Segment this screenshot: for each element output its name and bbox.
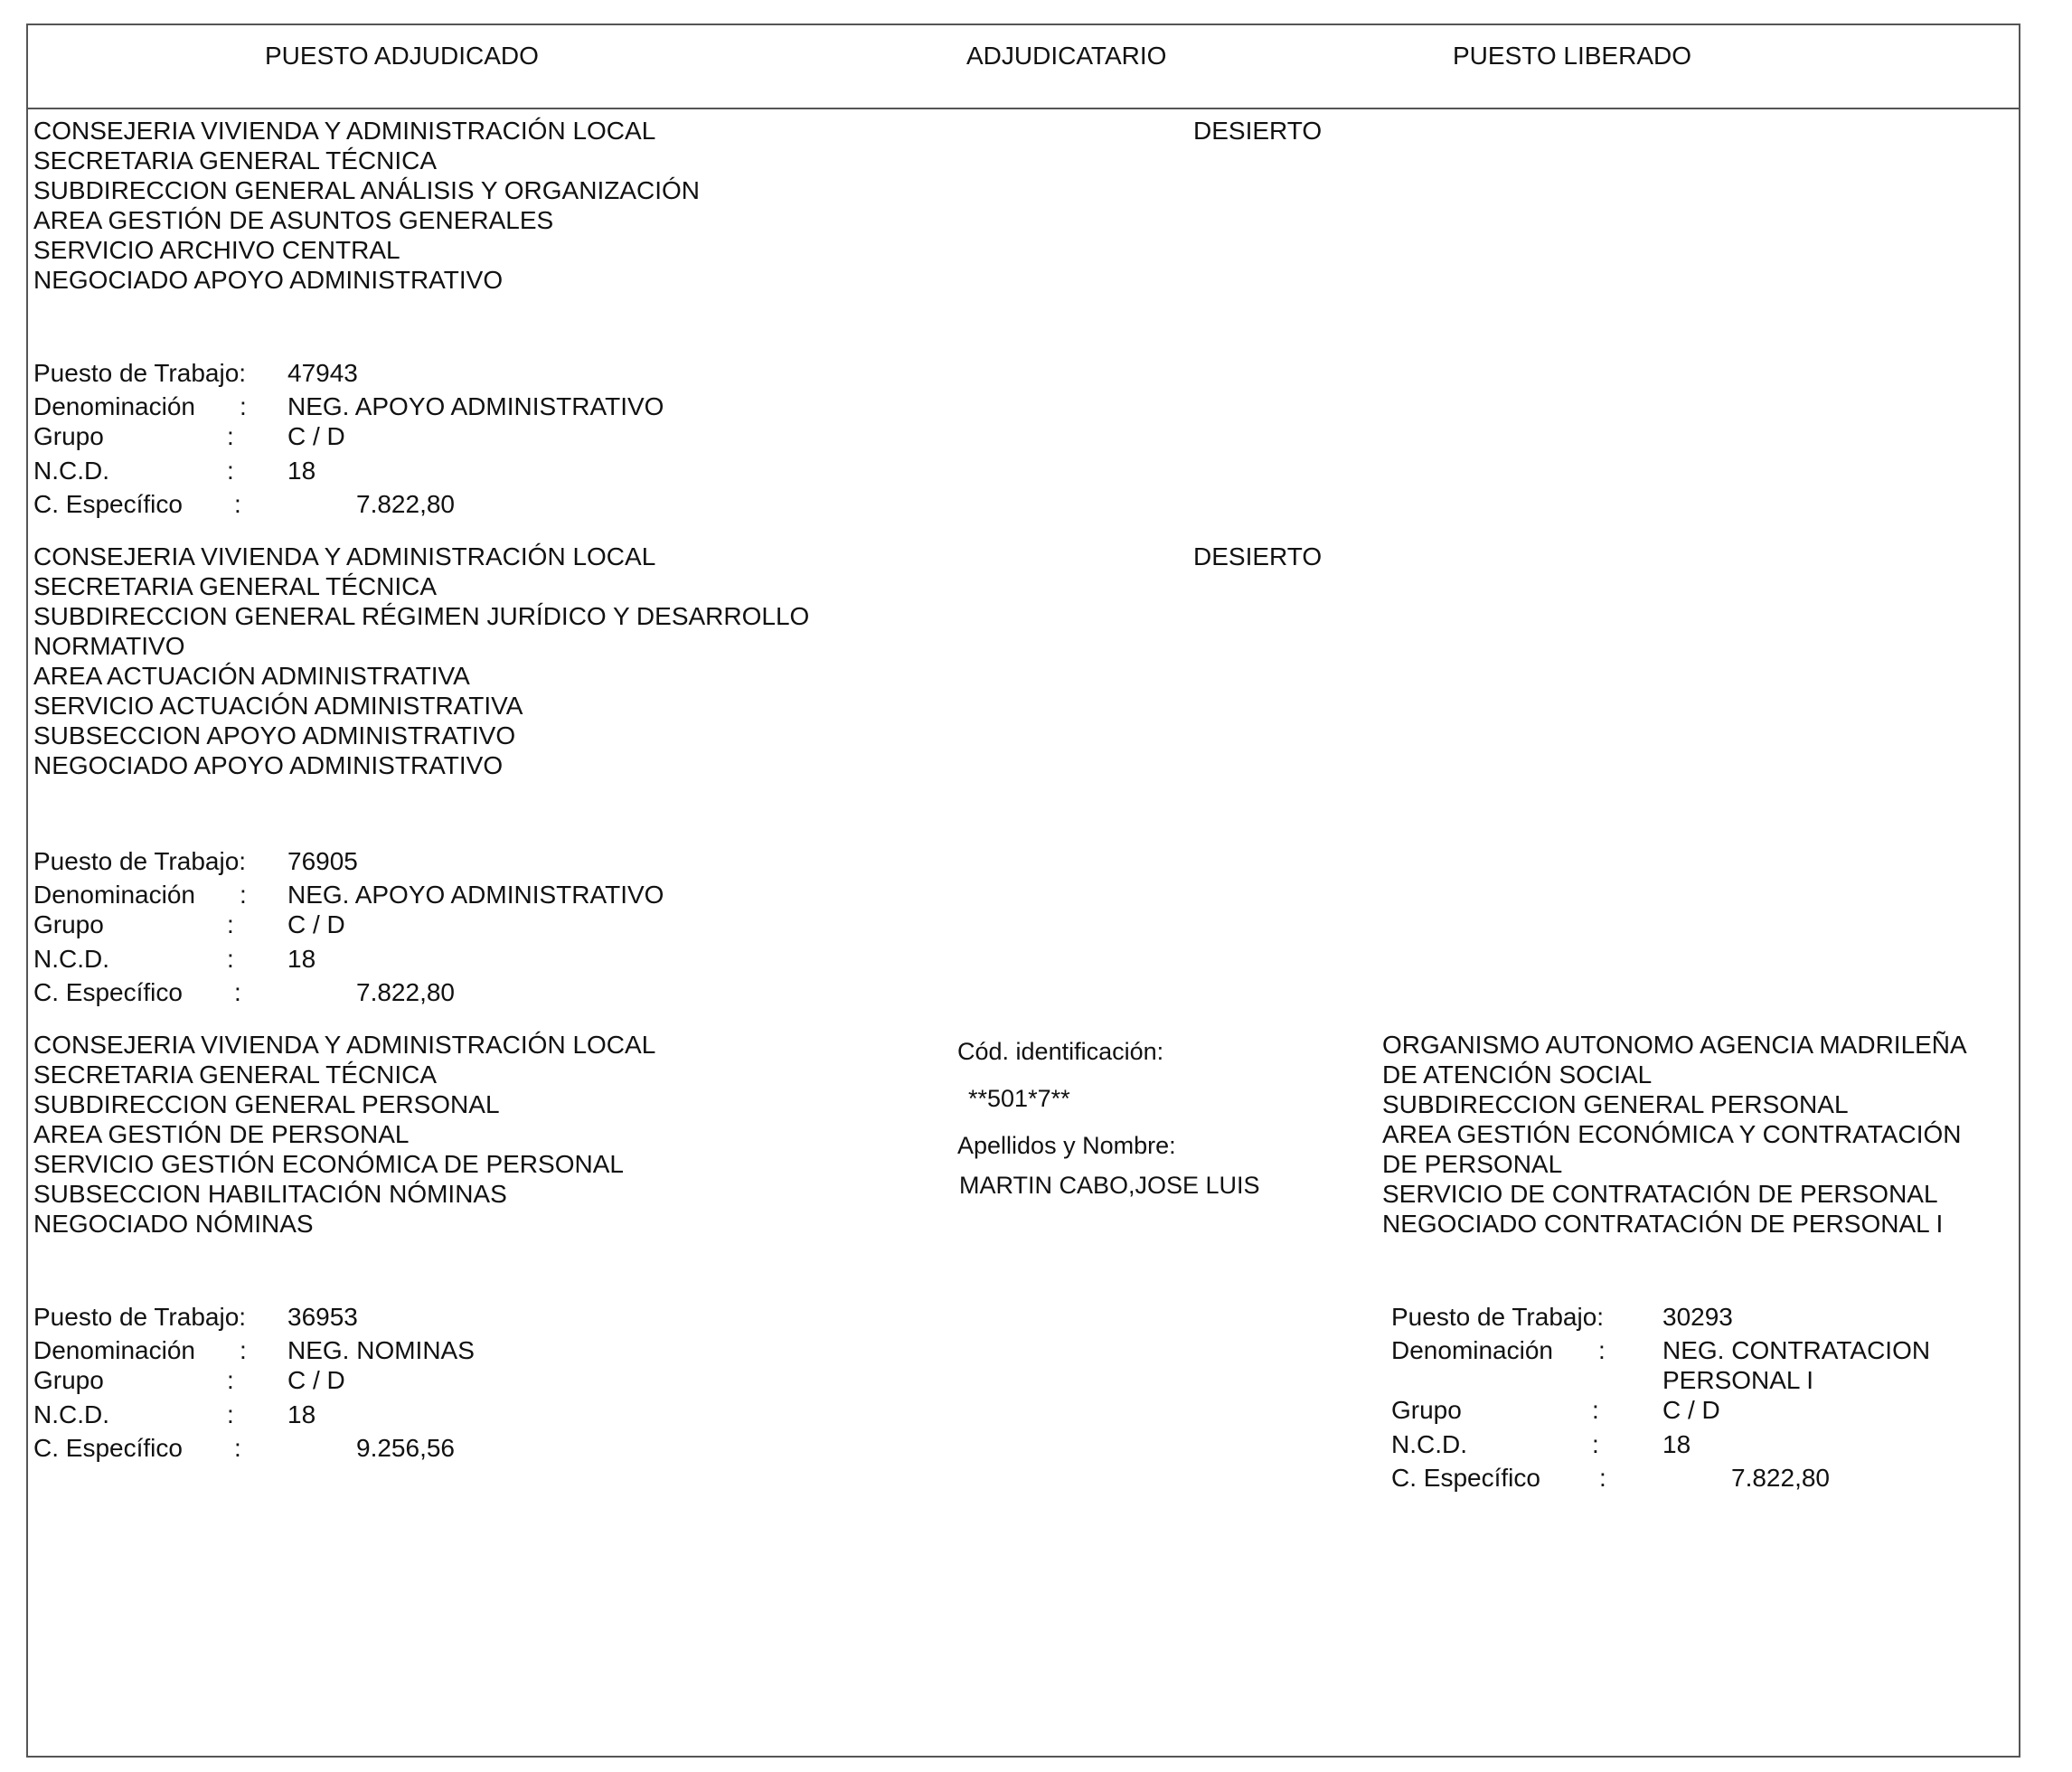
grupo-value: C / D xyxy=(287,1366,345,1394)
org-line: SUBDIRECCION GENERAL PERSONAL xyxy=(1382,1090,1849,1118)
colon: : xyxy=(240,1336,247,1364)
colon: : xyxy=(1599,1464,1606,1492)
denominacion-value: NEG. APOYO ADMINISTRATIVO xyxy=(287,392,664,420)
puesto-label: Puesto de Trabajo: xyxy=(33,359,247,387)
entry-2-org-lines xyxy=(33,542,809,780)
denominacion-label: Denominación xyxy=(1391,1336,1553,1364)
entry-3-details xyxy=(33,1302,666,1474)
puesto-value: 30293 xyxy=(1662,1303,1733,1331)
org-line: SUBDIRECCION GENERAL PERSONAL xyxy=(33,1090,500,1118)
denominacion-label: Denominación xyxy=(33,881,195,909)
c-especifico-value: 7.822,80 xyxy=(1731,1464,1830,1492)
liberado-org-lines xyxy=(1382,1030,1967,1239)
org-line: NEGOCIADO NÓMINAS xyxy=(33,1210,314,1238)
colon: : xyxy=(227,1366,234,1394)
puesto-label: Puesto de Trabajo: xyxy=(1391,1303,1605,1331)
puesto-value: 36953 xyxy=(287,1303,358,1331)
cod-identificacion-label: Cód. identificación: xyxy=(957,1038,1164,1065)
c-especifico-value: 7.822,80 xyxy=(356,490,455,518)
denominacion-label: Denominación xyxy=(33,1336,195,1364)
ncd-value: 18 xyxy=(1662,1430,1691,1458)
org-line: NORMATIVO xyxy=(33,632,185,660)
colon: : xyxy=(1598,1336,1606,1364)
grupo-label: Grupo xyxy=(1391,1396,1462,1424)
header-adjudicatario: ADJUDICATARIO xyxy=(966,42,1167,70)
puesto-value: 76905 xyxy=(287,847,358,875)
entry-1-details xyxy=(33,358,666,530)
org-line: CONSEJERIA VIVIENDA Y ADMINISTRACIÓN LOCAL xyxy=(33,542,656,570)
colon: : xyxy=(227,422,234,450)
ncd-label: N.C.D. xyxy=(33,1400,109,1428)
denominacion-value: NEG. APOYO ADMINISTRATIVO xyxy=(287,881,664,909)
org-line: SECRETARIA GENERAL TÉCNICA xyxy=(33,572,438,600)
entry-1-status: DESIERTO xyxy=(1193,117,1323,145)
ncd-label: N.C.D. xyxy=(33,457,109,485)
c-especifico-label: C. Específico xyxy=(33,978,183,1006)
org-line: SERVICIO GESTIÓN ECONÓMICA DE PERSONAL xyxy=(33,1150,624,1178)
colon: : xyxy=(234,978,241,1006)
entry-3-org-lines xyxy=(33,1030,655,1239)
cod-identificacion-value: **501*7** xyxy=(968,1085,1070,1112)
puesto-value: 47943 xyxy=(287,359,358,387)
denominacion-value-line-2: PERSONAL I xyxy=(1662,1366,1814,1394)
org-line: NEGOCIADO APOYO ADMINISTRATIVO xyxy=(33,751,504,779)
org-line: AREA GESTIÓN DE ASUNTOS GENERALES xyxy=(33,206,554,234)
header-divider xyxy=(26,108,2020,109)
denominacion-value: NEG. NOMINAS xyxy=(287,1336,475,1364)
org-line: AREA GESTIÓN DE PERSONAL xyxy=(33,1120,410,1148)
org-line: SERVICIO DE CONTRATACIÓN DE PERSONAL xyxy=(1382,1180,1938,1208)
ncd-value: 18 xyxy=(287,457,316,485)
colon: : xyxy=(227,1400,234,1428)
org-line: SUBDIRECCION GENERAL RÉGIMEN JURÍDICO Y DESARROLLO xyxy=(33,602,810,630)
ncd-label: N.C.D. xyxy=(1391,1430,1467,1458)
org-line: SUBSECCION APOYO ADMINISTRATIVO xyxy=(33,721,516,749)
org-line: DE ATENCIÓN SOCIAL xyxy=(1382,1060,1653,1089)
colon: : xyxy=(227,910,234,938)
org-line: SECRETARIA GENERAL TÉCNICA xyxy=(33,146,438,174)
ncd-value: 18 xyxy=(287,1400,316,1428)
colon: : xyxy=(234,490,241,518)
colon: : xyxy=(1592,1396,1599,1424)
org-line: AREA ACTUACIÓN ADMINISTRATIVA xyxy=(33,662,470,690)
org-line: SERVICIO ARCHIVO CENTRAL xyxy=(33,236,400,264)
grupo-label: Grupo xyxy=(33,1366,104,1394)
liberado-details xyxy=(1391,1302,1988,1510)
colon: : xyxy=(1592,1430,1599,1458)
apellidos-nombre-label: Apellidos y Nombre: xyxy=(957,1132,1176,1159)
apellidos-nombre-value: MARTIN CABO,JOSE LUIS xyxy=(959,1172,1260,1199)
colon: : xyxy=(227,457,234,485)
grupo-label: Grupo xyxy=(33,910,104,938)
grupo-value: C / D xyxy=(1662,1396,1720,1424)
header-puesto-liberado: PUESTO LIBERADO xyxy=(1453,42,1692,70)
org-line: SUBDIRECCION GENERAL ANÁLISIS Y ORGANIZACIÓN xyxy=(33,176,700,204)
org-line: CONSEJERIA VIVIENDA Y ADMINISTRACIÓN LOCAL xyxy=(33,1031,656,1059)
puesto-label: Puesto de Trabajo: xyxy=(33,847,247,875)
header-puesto-adjudicado: PUESTO ADJUDICADO xyxy=(265,42,539,70)
puesto-label: Puesto de Trabajo: xyxy=(33,1303,247,1331)
org-line: AREA GESTIÓN ECONÓMICA Y CONTRATACIÓN xyxy=(1382,1120,1962,1148)
entry-2-status: DESIERTO xyxy=(1193,542,1323,570)
grupo-value: C / D xyxy=(287,422,345,450)
colon: : xyxy=(227,945,234,973)
org-line: CONSEJERIA VIVIENDA Y ADMINISTRACIÓN LOCAL xyxy=(33,117,656,145)
colon: : xyxy=(240,881,247,909)
ncd-label: N.C.D. xyxy=(33,945,109,973)
c-especifico-label: C. Específico xyxy=(33,1434,183,1462)
c-especifico-value: 9.256,56 xyxy=(356,1434,455,1462)
denominacion-value-line-1: NEG. CONTRATACION xyxy=(1662,1336,1931,1364)
org-line: NEGOCIADO CONTRATACIÓN DE PERSONAL I xyxy=(1382,1210,1944,1238)
org-line: ORGANISMO AUTONOMO AGENCIA MADRILEÑA xyxy=(1382,1031,1967,1059)
entry-1-org-lines xyxy=(33,116,700,295)
colon: : xyxy=(240,392,247,420)
org-line: SERVICIO ACTUACIÓN ADMINISTRATIVA xyxy=(33,692,523,720)
entry-2-details xyxy=(33,846,666,1018)
denominacion-label: Denominación xyxy=(33,392,195,420)
org-line: DE PERSONAL xyxy=(1382,1150,1563,1178)
c-especifico-value: 7.822,80 xyxy=(356,978,455,1006)
org-line: SUBSECCION HABILITACIÓN NÓMINAS xyxy=(33,1180,507,1208)
org-line: NEGOCIADO APOYO ADMINISTRATIVO xyxy=(33,266,504,294)
grupo-label: Grupo xyxy=(33,422,104,450)
org-line: SECRETARIA GENERAL TÉCNICA xyxy=(33,1060,438,1089)
ncd-value: 18 xyxy=(287,945,316,973)
grupo-value: C / D xyxy=(287,910,345,938)
colon: : xyxy=(234,1434,241,1462)
c-especifico-label: C. Específico xyxy=(1391,1464,1540,1492)
c-especifico-label: C. Específico xyxy=(33,490,183,518)
